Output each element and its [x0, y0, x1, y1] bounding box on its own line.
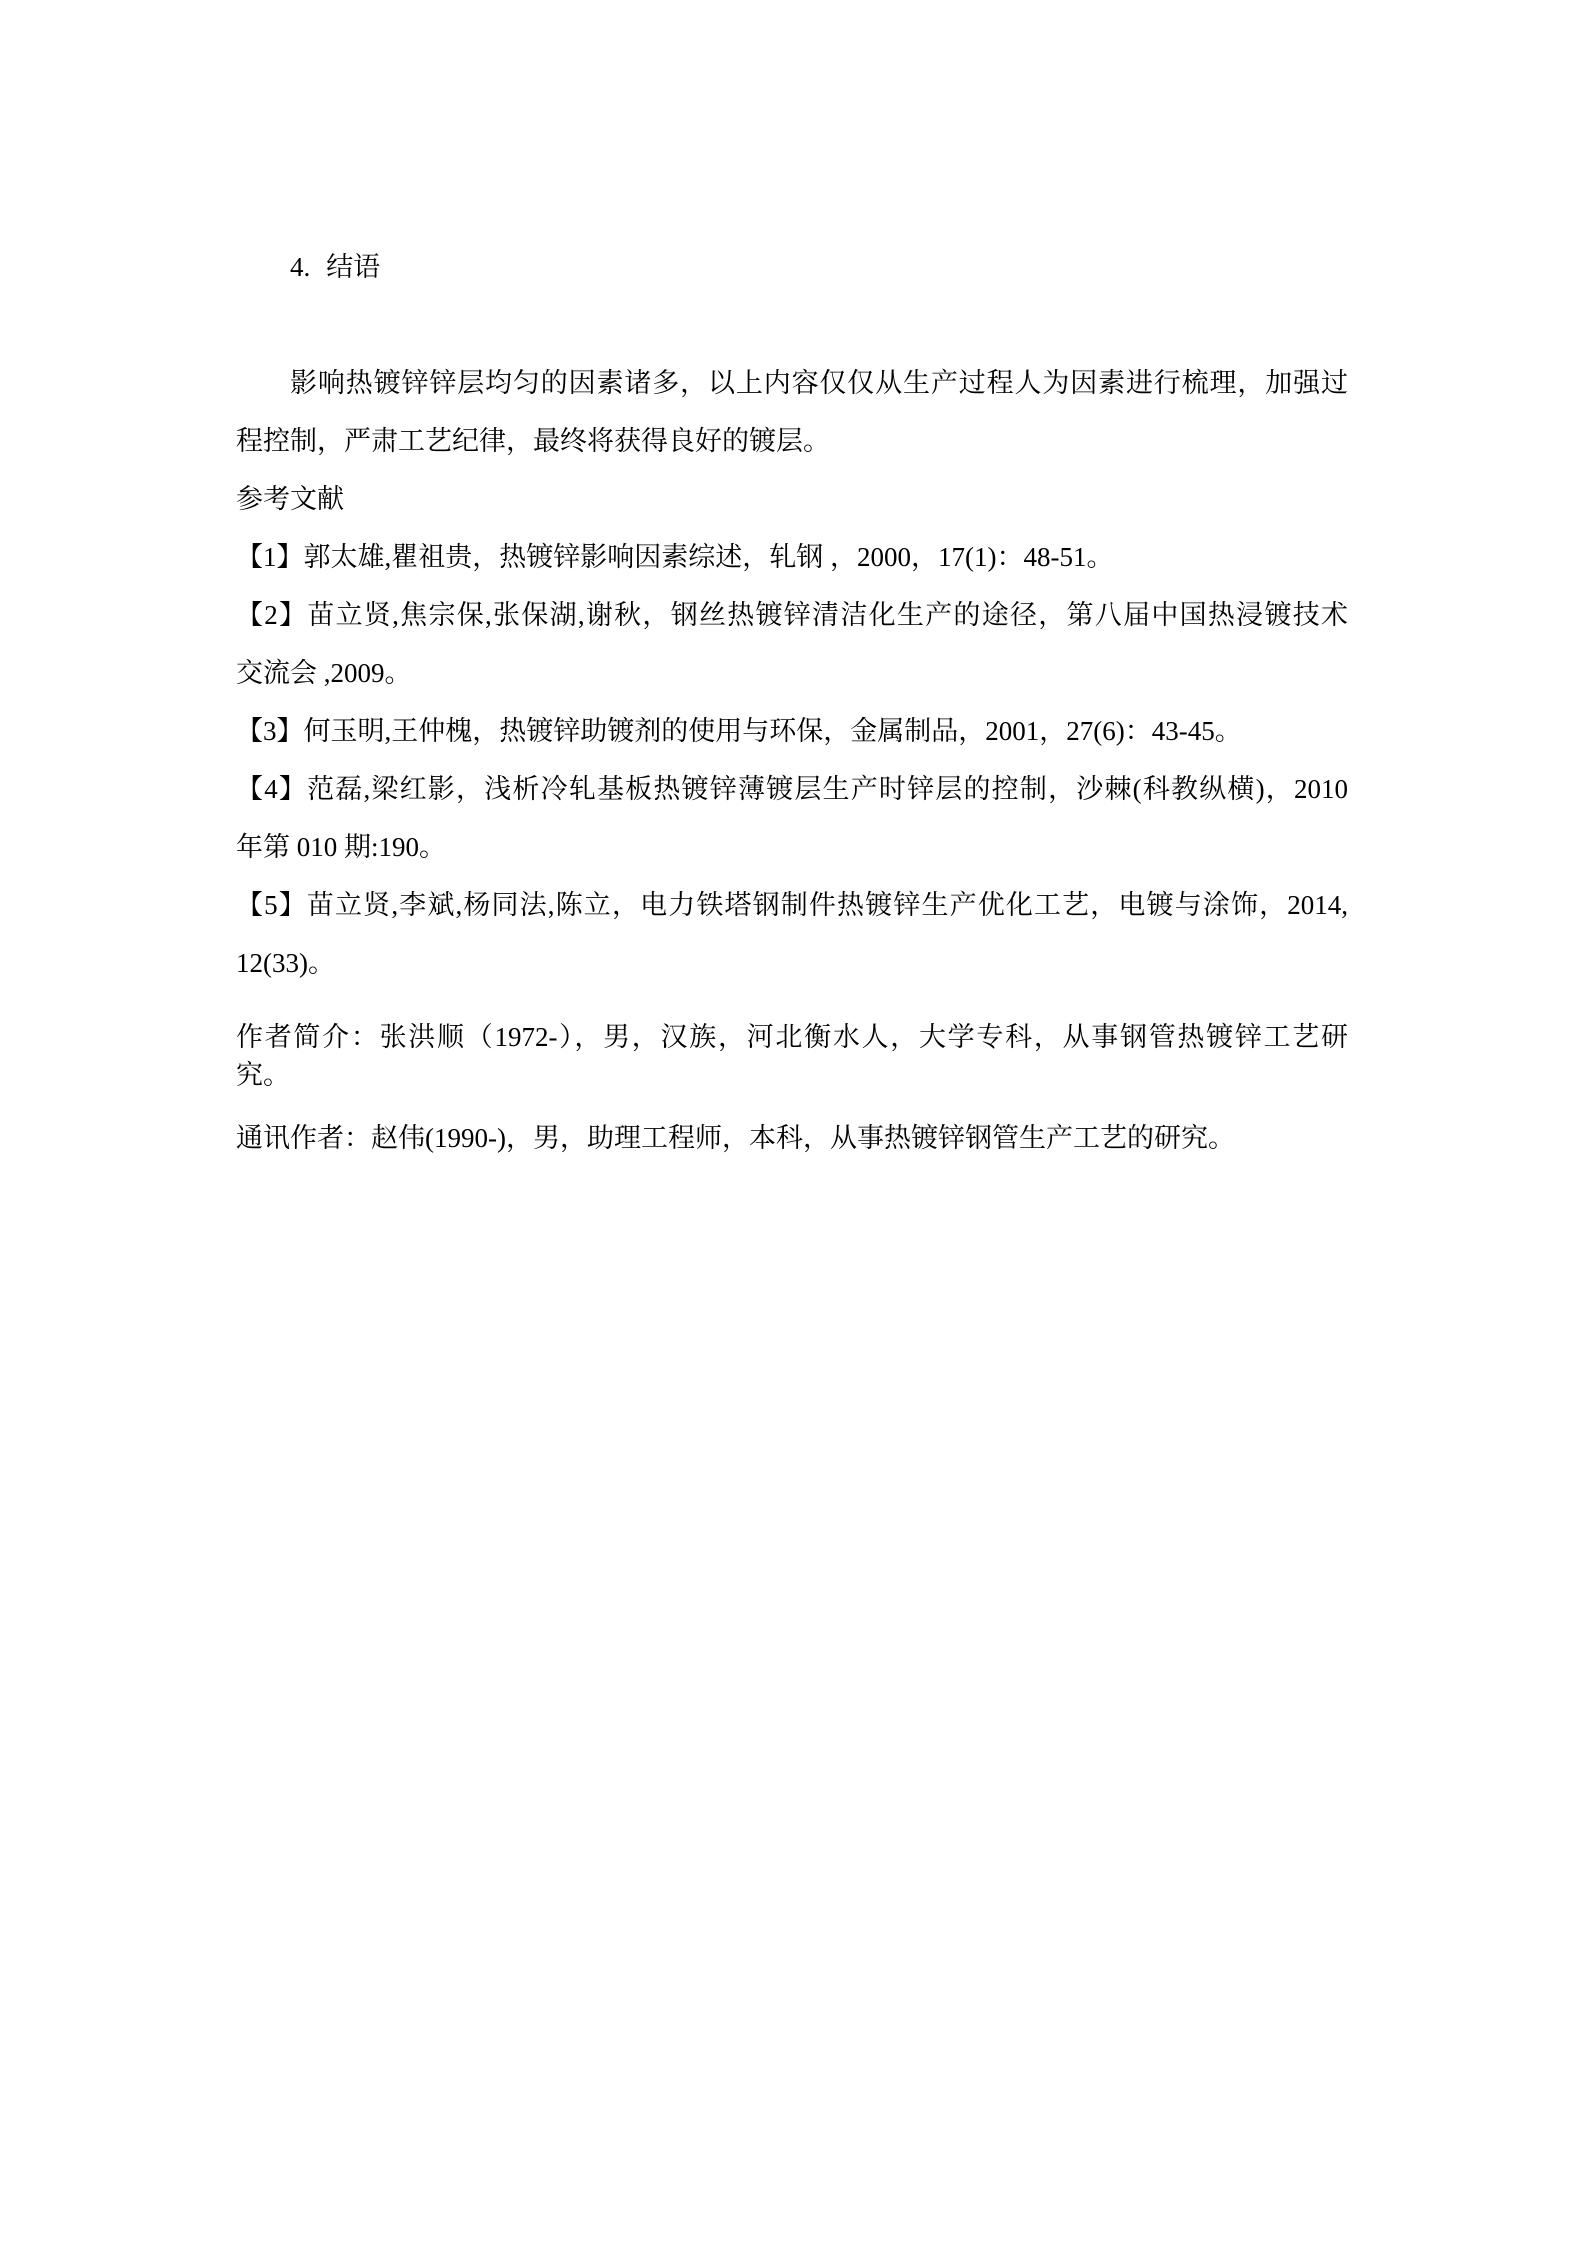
section-heading-number: 4. — [290, 252, 311, 282]
corresponding-author-line-1: 通讯作者：赵伟(1990-)，男，助理工程师，本科，从事热镀锌钢管生产工艺的研究。 — [236, 1123, 1235, 1153]
conclusion-line-2: 程控制，严肃工艺纪律，最终将获得良好的镀层。 — [236, 426, 830, 456]
reference-2-line-2: 交流会 ,2009。 — [236, 658, 412, 688]
reference-5-line-2: 12(33)。 — [236, 948, 335, 978]
reference-1-line-1: 【1】郭太雄,瞿祖贵，热镀锌影响因素综述，轧钢 ，2000，17(1)：48-51。 — [236, 542, 1114, 572]
references-title: 参考文献 — [236, 484, 344, 514]
main-text-block — [236, 180, 1348, 992]
author-bio — [236, 1018, 1348, 1094]
author-info-block — [236, 1018, 1348, 1157]
conclusion-line-1: 影响热镀锌锌层均匀的因素诸多，以上内容仅仅从生产过程人为因素进行梳理，加强过 — [290, 368, 1348, 398]
reference-5-line-1: 【5】苗立贤,李斌,杨同法,陈立，电力铁塔钢制件热镀锌生产优化工艺，电镀与涂饰，2014, — [236, 890, 1348, 920]
reference-3-line-1: 【3】何玉明,王仲槐，热镀锌助镀剂的使用与环保，金属制品，2001，27(6)：43-45。 — [236, 716, 1242, 746]
author-bio-line-1: 作者简介：张洪顺（1972-），男，汉族，河北衡水人，大学专科，从事钢管热镀锌工艺研 — [236, 1022, 1348, 1052]
author-bio-line-2: 究。 — [236, 1060, 290, 1090]
reference-4-line-1: 【4】范磊,梁红影，浅析冷轧基板热镀锌薄镀层生产时锌层的控制，沙棘(科教纵横)，2010 — [236, 774, 1348, 804]
page-content — [236, 180, 1348, 1157]
section-heading-title: 结语 — [326, 252, 381, 282]
section-heading — [236, 180, 1348, 354]
reference-4-line-2: 年第 010 期:190。 — [236, 832, 447, 862]
corresponding-author — [236, 1119, 1348, 1157]
reference-2-line-1: 【2】苗立贤,焦宗保,张保湖,谢秋，钢丝热镀锌清洁化生产的途径，第八届中国热浸镀技术 — [236, 600, 1348, 630]
